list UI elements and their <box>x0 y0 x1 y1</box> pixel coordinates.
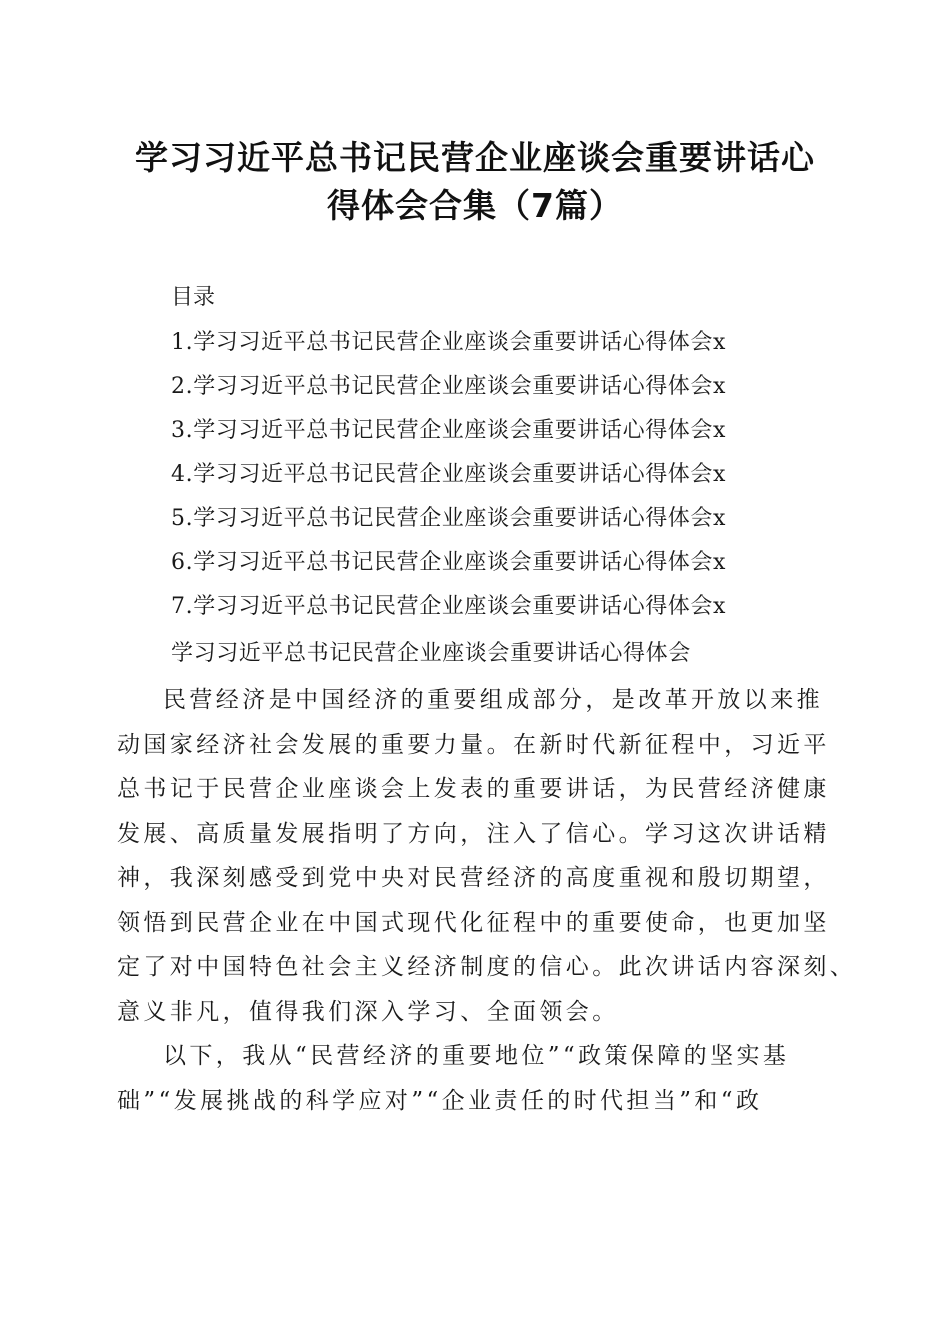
paragraph-1 <box>117 678 857 1034</box>
paragraph-line: 发展、高质量发展指明了方向，注入了信心。学习这次讲话精 <box>117 820 830 847</box>
paragraph-line: 动国家经济社会发展的重要力量。在新时代新征程中，习近平 <box>117 731 830 758</box>
paragraph-line: 定了对中国特色社会主义经济制度的信心。此次讲话内容深刻、 <box>117 954 857 980</box>
paragraph-line: 总书记于民营企业座谈会上发表的重要讲话，为民营经济健康 <box>117 776 830 802</box>
paragraph-line: 意义非凡，值得我们深入学习、全面领会。 <box>117 998 619 1025</box>
paragraph-2 <box>117 1034 833 1123</box>
paragraph-line: 神，我深刻感受到党中央对民营经济的高度重视和殷切期望， <box>117 865 830 891</box>
paragraph-line: 础”“发展挑战的科学应对”“企业责任的时代担当”和“政 <box>117 1087 763 1114</box>
toc-item-2[interactable]: 2.学习习近平总书记民营企业座谈会重要讲话心得体会x <box>171 374 726 399</box>
toc-item-4[interactable]: 4.学习习近平总书记民营企业座谈会重要讲话心得体会x <box>171 462 726 487</box>
document-title-line-1: 学习习近平总书记民营企业座谈会重要讲话心 <box>135 138 815 177</box>
paragraph-line: 以下，我从“民营经济的重要地位”“政策保障的坚实基 <box>163 1043 790 1069</box>
article-title: 学习习近平总书记民营企业座谈会重要讲话心得体会 <box>171 641 691 666</box>
toc-item-3[interactable]: 3.学习习近平总书记民营企业座谈会重要讲话心得体会x <box>171 418 726 443</box>
toc-item-1[interactable]: 1.学习习近平总书记民营企业座谈会重要讲话心得体会x <box>171 330 726 355</box>
toc-item-7[interactable]: 7.学习习近平总书记民营企业座谈会重要讲话心得体会x <box>171 594 726 619</box>
document-title <box>100 134 850 230</box>
toc-heading: 目录 <box>171 285 216 310</box>
document-title-line-2: 得体会合集（7篇） <box>327 186 623 225</box>
paragraph-line: 领悟到民营企业在中国式现代化征程中的重要使命，也更加坚 <box>117 909 830 936</box>
article-body <box>117 678 857 1123</box>
paragraph-line: 民营经济是中国经济的重要组成部分，是改革开放以来推 <box>163 687 823 713</box>
toc-item-5[interactable]: 5.学习习近平总书记民营企业座谈会重要讲话心得体会x <box>171 506 726 531</box>
toc-item-6[interactable]: 6.学习习近平总书记民营企业座谈会重要讲话心得体会x <box>171 550 726 575</box>
table-of-contents <box>171 321 726 629</box>
